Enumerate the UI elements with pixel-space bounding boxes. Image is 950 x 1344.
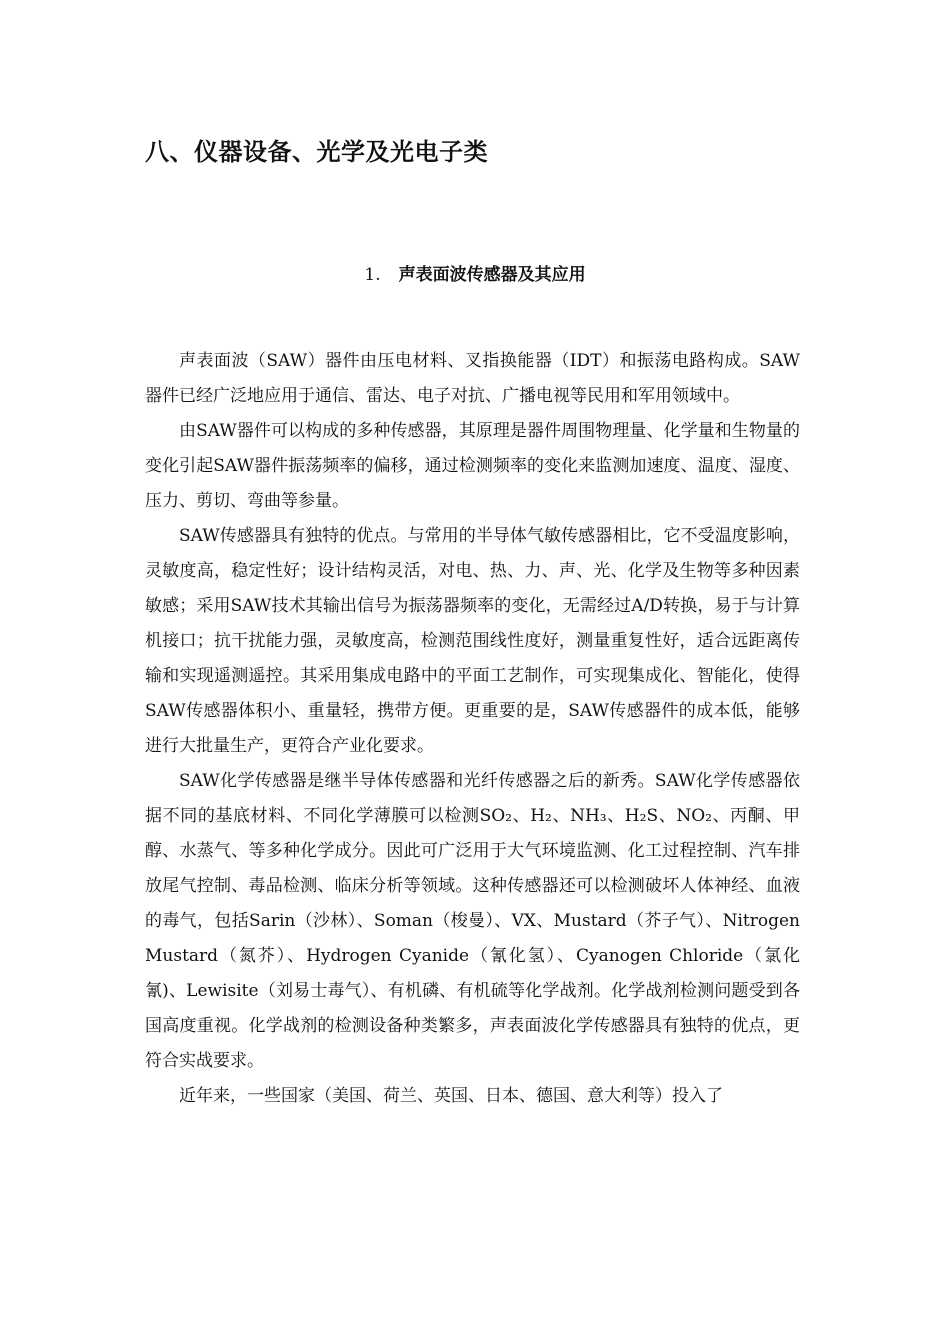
chapter-title: 八、仪器设备、光学及光电子类 (145, 138, 488, 166)
paragraph-recent-years: 近年来，一些国家（美国、荷兰、英国、日本、德国、意大利等）投入了 (179, 1086, 723, 1106)
paragraph-advantages: SAW传感器具有独特的优点。与常用的半导体气敏传感器相比，它不受温度影响，灵敏度高，稳定性好；设计结构灵活，对电、热、力、声、光、化学及生物等多种因素敏感；采用SAW技术其输出信号为振荡器频率的变化，无需经过A/D转换，易于与计算机接口；抗干扰能力强，灵敏度高，检测范围线性度好，测量重复性好，适合远距离传输和实现遥测遥控。其采用集成电路中的平面工艺制作，可实现集成化、智能化，使得SAW传感器体积小、重量轻，携带方便。更重要的是，SAW传感器件的成本低，能够进行大批量生产，更符合产业化要求。 (145, 526, 800, 756)
paragraph-intro: 声表面波（SAW）器件由压电材料、叉指换能器（IDT）和振荡电路构成。SAW器件已经广泛地应用于通信、雷达、电子对抗、广播电视等民用和军用领域中。 (145, 351, 800, 406)
body-text (145, 344, 800, 1114)
paragraph-chemical-sensors: SAW化学传感器是继半导体传感器和光纤传感器之后的新秀。SAW化学传感器依据不同的基底材料、不同化学薄膜可以检测SO₂、H₂、NH₃、H₂S、NO₂、丙酮、甲醇、水蒸气、等多种化学成分。因此可广泛用于大气环境监测、化工过程控制、汽车排放尾气控制、毒品检测、临床分析等领域。这种传感器还可以检测破坏人体神经、血液的毒气，包括Sarin（沙林）、Soman（梭曼）、VX、Mustard（芥子气）、Nitrogen Mustard（氮芥）、Hydrogen Cyanide（氰化氢）、Cyanogen Chloride（氯化氰)、Lewisite（刘易士毒气）、有机磷、有机硫等化学战剂。化学战剂检测问题受到各国高度重视。化学战剂的检测设备种类繁多，声表面波化学传感器具有独特的优点，更符合实战要求。 (145, 771, 800, 1071)
section-number: 1. (364, 265, 381, 285)
section-title-text: 声表面波传感器及其应用 (398, 265, 586, 285)
section-title (0, 262, 950, 288)
paragraph-principle: 由SAW器件可以构成的多种传感器，其原理是器件周围物理量、化学量和生物量的变化引起SAW器件振荡频率的偏移，通过检测频率的变化来监测加速度、温度、湿度、压力、剪切、弯曲等参量。 (145, 421, 800, 511)
